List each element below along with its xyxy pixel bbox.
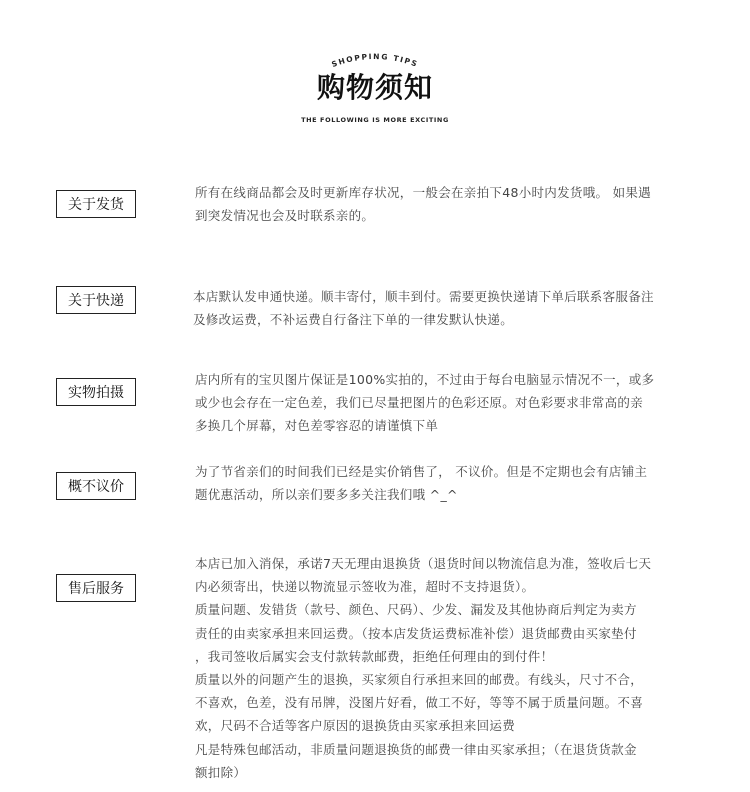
text-photos	[195, 368, 703, 438]
text-line: 额扣除）	[195, 764, 247, 780]
label-no-bargain: 概不议价	[56, 472, 136, 500]
text-line: 本店默认发申通快递。顺丰寄付，顺丰到付。需要更换快递请下单后联系客服备注	[193, 289, 654, 304]
arc-text: SHOPPING TIPS	[330, 51, 420, 70]
text-line: 题优惠活动，所以亲们要多多关注我们哦 ^_^	[195, 487, 458, 503]
text-courier	[193, 285, 701, 331]
text-line: 及修改运费，不补运费自行备注下单的一律发默认快递。	[193, 312, 514, 328]
label-after-sales: 售后服务	[56, 574, 136, 602]
label-photos: 实物拍摄	[56, 378, 136, 406]
page-header	[0, 0, 750, 140]
text-shipping	[195, 181, 703, 227]
shopping-tips-arc	[320, 46, 430, 72]
text-line: 责任的由卖家承担来回运费。（按本店发货运费标准补偿）退货邮费由买家垫付	[195, 625, 637, 641]
text-line: 质量问题、发错货（款号、颜色、尺码）、少发、漏发及其他协商后判定为卖方	[195, 602, 637, 618]
page-title: 购物须知	[316, 71, 433, 104]
text-line: 店内所有的宝贝图片保证是100%实拍的，不过由于每台电脑显示情况不一，或多	[195, 372, 655, 387]
label-courier: 关于快递	[56, 286, 136, 314]
text-line: 凡是特殊包邮活动，非质量问题退换货的邮费一律由买家承担；（在退货货款金	[195, 741, 637, 757]
text-line: 所有在线商品都会及时更新库存状况，一般会在亲拍下48小时内发货哦。 如果遇	[195, 185, 651, 200]
text-line: 不喜欢，色差，没有吊牌，没图片好看，做工不好，等等不属于质量问题。不喜	[195, 695, 644, 711]
text-after-sales	[195, 552, 703, 784]
label-shipping: 关于发货	[56, 190, 136, 218]
text-line: 质量以外的问题产生的退换，买家须自行承担来回的邮费。有线头，尺寸不合，	[195, 672, 644, 688]
page-subtitle: THE FOLLOWING IS MORE EXCITING	[301, 116, 449, 124]
text-no-bargain	[195, 460, 703, 506]
text-line: 到突发情况也会及时联系亲的。	[195, 208, 375, 224]
text-line: 或少也会存在一定色差，我们已尽量把图片的色彩还原。对色彩要求非常高的亲	[195, 395, 644, 411]
text-line: 本店已加入消保，承诺7天无理由退换货（退货时间以物流信息为准，签收后七天	[195, 556, 652, 571]
text-line: 为了节省亲们的时间我们已经是实价销售了， 不议价。但是不定期也会有店铺主	[195, 464, 648, 479]
text-line: 欢，尺码不合适等客户原因的退换货由买家承担来回运费	[195, 718, 516, 734]
text-line: 内必须寄出，快递以物流显示签收为准，超时不支持退货）。	[195, 579, 535, 595]
text-line: ，我司签收后属实会支付款转款邮费，拒绝任何理由的到付件！	[195, 648, 554, 664]
text-line: 多换几个屏幕，对色差零容忍的请谨慎下单	[195, 418, 439, 434]
